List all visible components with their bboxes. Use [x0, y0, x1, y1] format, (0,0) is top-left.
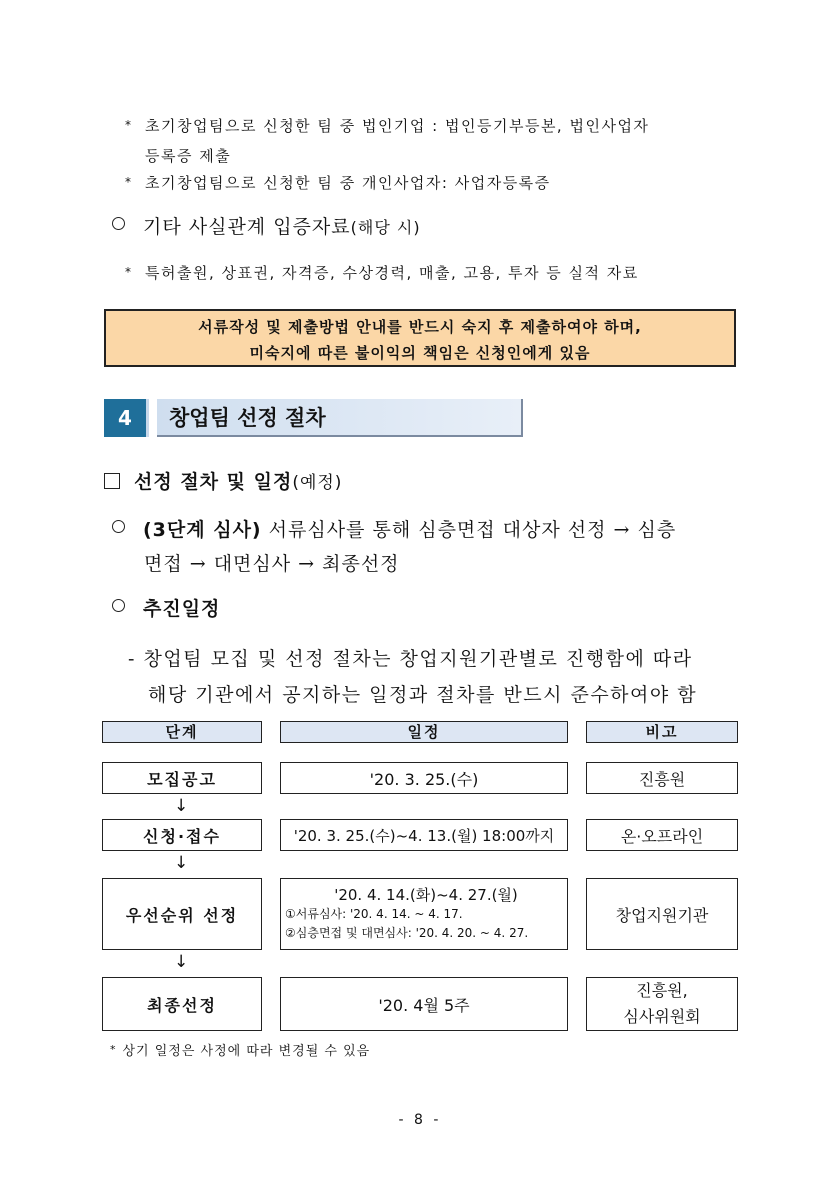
subsection-heading [104, 467, 342, 494]
page-number: - 8 - [398, 1112, 442, 1128]
circle-bullet-icon [112, 599, 125, 612]
subsection-suffix: (예정) [292, 473, 343, 493]
stage-cell: 신청·접수 [102, 819, 262, 851]
circle-bullet-icon [112, 217, 125, 230]
warning-box [104, 309, 736, 367]
schedule-sub-line: ②심층면접 및 대면심사: '20. 4. 20. ~ 4. 27. [285, 925, 529, 940]
header-stage: 단계 [102, 721, 262, 743]
step-line1: 서류심사를 통해 심층면접 대상자 선정 → 심층 [261, 519, 677, 541]
note-achievements [125, 257, 639, 288]
section-number: 4 [104, 399, 149, 437]
note-cell: 진흥원 [586, 762, 738, 794]
schedule-main: '20. 4. 14.(화)~4. 27.(월) [334, 885, 518, 904]
schedule-sub-line: ①서류심사: '20. 4. 14. ~ 4. 17. [285, 906, 463, 921]
note-cell [586, 977, 738, 1031]
stage-cell: 모집공고 [102, 762, 262, 794]
schedule-cell: '20. 4월 5주 [280, 977, 568, 1031]
step-item [112, 513, 676, 581]
down-arrow-icon: ↓ [174, 952, 189, 972]
header-note: 비고 [586, 721, 738, 743]
subsection-title: 선정 절차 및 일정 [134, 471, 293, 493]
note-achievements-text: 특허출원, 상표권, 자격증, 수상경력, 매출, 고용, 투자 등 실적 자료 [145, 264, 639, 282]
star-bullet: * [125, 265, 133, 279]
step-line2: 면접 → 대면심사 → 최종선정 [144, 553, 400, 575]
schedule-cell: '20. 3. 25.(수)~4. 13.(월) 18:00까지 [280, 819, 568, 851]
star-bullet: * [125, 175, 133, 189]
schedule-heading [112, 594, 220, 621]
note-corporate-line2: 등록증 제출 [145, 147, 232, 165]
checkbox-bullet-icon [104, 473, 120, 489]
down-arrow-icon: ↓ [174, 796, 189, 816]
schedule-desc [128, 641, 697, 713]
circle-bullet-icon [112, 520, 125, 533]
note-line: 진흥원, [636, 981, 688, 1000]
note-cell: 온·오프라인 [586, 819, 738, 851]
note-individual-text: 초기창업팀으로 신청한 팀 중 개인사업자: 사업자등록증 [145, 174, 551, 192]
star-bullet: * [125, 118, 133, 132]
table-footnote [110, 1040, 370, 1059]
schedule-cell [280, 878, 568, 950]
section-title: 창업팀 선정 절차 [157, 399, 523, 437]
star-bullet: * [110, 1043, 117, 1056]
table-footnote-text: 상기 일정은 사정에 따라 변경될 수 있음 [122, 1044, 371, 1059]
note-line: 심사위원회 [623, 1007, 701, 1026]
note-corporate-line1: 초기창업팀으로 신청한 팀 중 법인기업 : 법인등기부등본, 법인사업자 [145, 117, 650, 135]
warning-line1: 서류작성 및 제출방법 안내를 반드시 숙지 후 제출하여야 하며, [198, 318, 642, 336]
schedule-desc-line1: 창업팀 모집 및 선정 절차는 창업지원기관별로 진행함에 따라 [143, 648, 693, 670]
note-corporate [125, 110, 765, 171]
note-individual [125, 167, 551, 198]
schedule-desc-line2: 해당 기관에서 공지하는 일정과 절차를 반드시 준수하여야 함 [148, 684, 698, 706]
header-schedule: 일정 [280, 721, 568, 743]
stage-cell: 우선순위 선정 [102, 878, 262, 950]
other-evidence-text: 기타 사실관계 입증자료 [143, 216, 351, 238]
dash-bullet: - [128, 648, 136, 670]
warning-line2: 미숙지에 따른 불이익의 책임은 신청인에게 있음 [249, 344, 591, 362]
other-evidence-suffix: (해당 시) [350, 218, 421, 237]
schedule-cell: '20. 3. 25.(수) [280, 762, 568, 794]
other-evidence-item [112, 212, 421, 239]
schedule-heading-text: 추진일정 [143, 598, 221, 620]
stage-cell: 최종선정 [102, 977, 262, 1031]
down-arrow-icon: ↓ [174, 853, 189, 873]
step-bold: (3단계 심사) [143, 519, 262, 541]
note-cell: 창업지원기관 [586, 878, 738, 950]
